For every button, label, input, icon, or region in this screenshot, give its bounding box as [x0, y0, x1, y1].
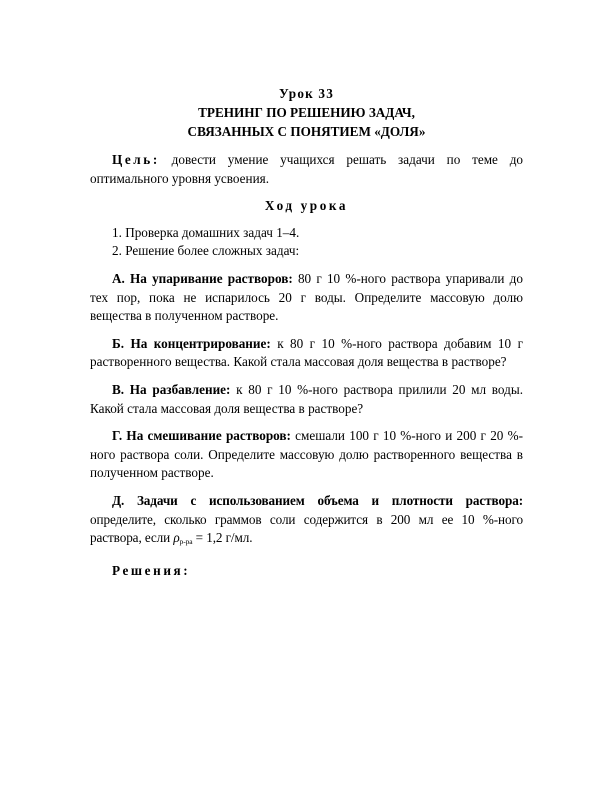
course-heading: Ход урока [264, 198, 349, 214]
task-label: А. На упаривание растворов: [112, 270, 293, 286]
task-concentration [90, 335, 523, 372]
lesson-goal [90, 151, 523, 188]
lesson-title-line-2: СВЯЗАННЫХ С ПОНЯТИЕМ «ДОЛЯ» [187, 124, 426, 139]
course-step-2: 2. Решение более сложных задач: [112, 243, 300, 259]
course-step-1: 1. Проверка домашних задач 1–4. [112, 224, 300, 240]
task-mixing [90, 427, 523, 483]
task-text: определите, сколько граммов соли содержится в 200 мл ее 10 %-ного раствора, если [90, 511, 523, 546]
task-text: к 80 г 10 %-ного раствора прилили 20 мл воды. Какой стала массовая доля вещества в растворе? [90, 381, 523, 416]
rho-letter: ρ [173, 530, 180, 546]
lesson-title-line-1: ТРЕНИНГ ПО РЕШЕНИЮ ЗАДАЧ, [198, 105, 415, 120]
task-label: Г. На смешивание растворов: [112, 428, 291, 444]
task-text-end: = 1,2 г/мл. [192, 530, 253, 546]
rho-subscript: р-ра [179, 537, 193, 547]
solutions-heading: Решения: [112, 562, 191, 578]
lesson-number: Урок 33 [278, 86, 334, 101]
goal-text: довести умение учащихся решать задачи по теме до оптимального уровня усвоения. [90, 152, 523, 186]
task-label: Д. Задачи с использованием объема и плотности раствора: [112, 492, 523, 508]
task-text: 80 г 10 %-ного раствора упаривали до тех пор, пока не испарилось 20 г воды. Определите массовую долю вещества в полученном растворе. [90, 270, 523, 324]
task-text: смешали 100 г 10 %-ного и 200 г 20 %-ного раствора соли. Определите массовую долю растворенного вещества в полученном растворе. [90, 428, 523, 481]
task-label: В. На разбавление: [112, 381, 231, 397]
density-symbol [173, 530, 192, 545]
task-dilution [90, 381, 523, 418]
goal-label: Цель: [112, 152, 160, 167]
task-evaporation [90, 270, 523, 326]
task-text: к 80 г 10 %-ного раствора добавим 10 г растворенного вещества. Какой стала массовая доля вещества в растворе? [90, 335, 523, 370]
course-steps-list [90, 224, 523, 261]
task-label: Б. На концентрирование: [112, 335, 271, 351]
lesson-title-block [90, 84, 523, 141]
document-page [90, 84, 523, 580]
task-volume-density [90, 492, 523, 552]
